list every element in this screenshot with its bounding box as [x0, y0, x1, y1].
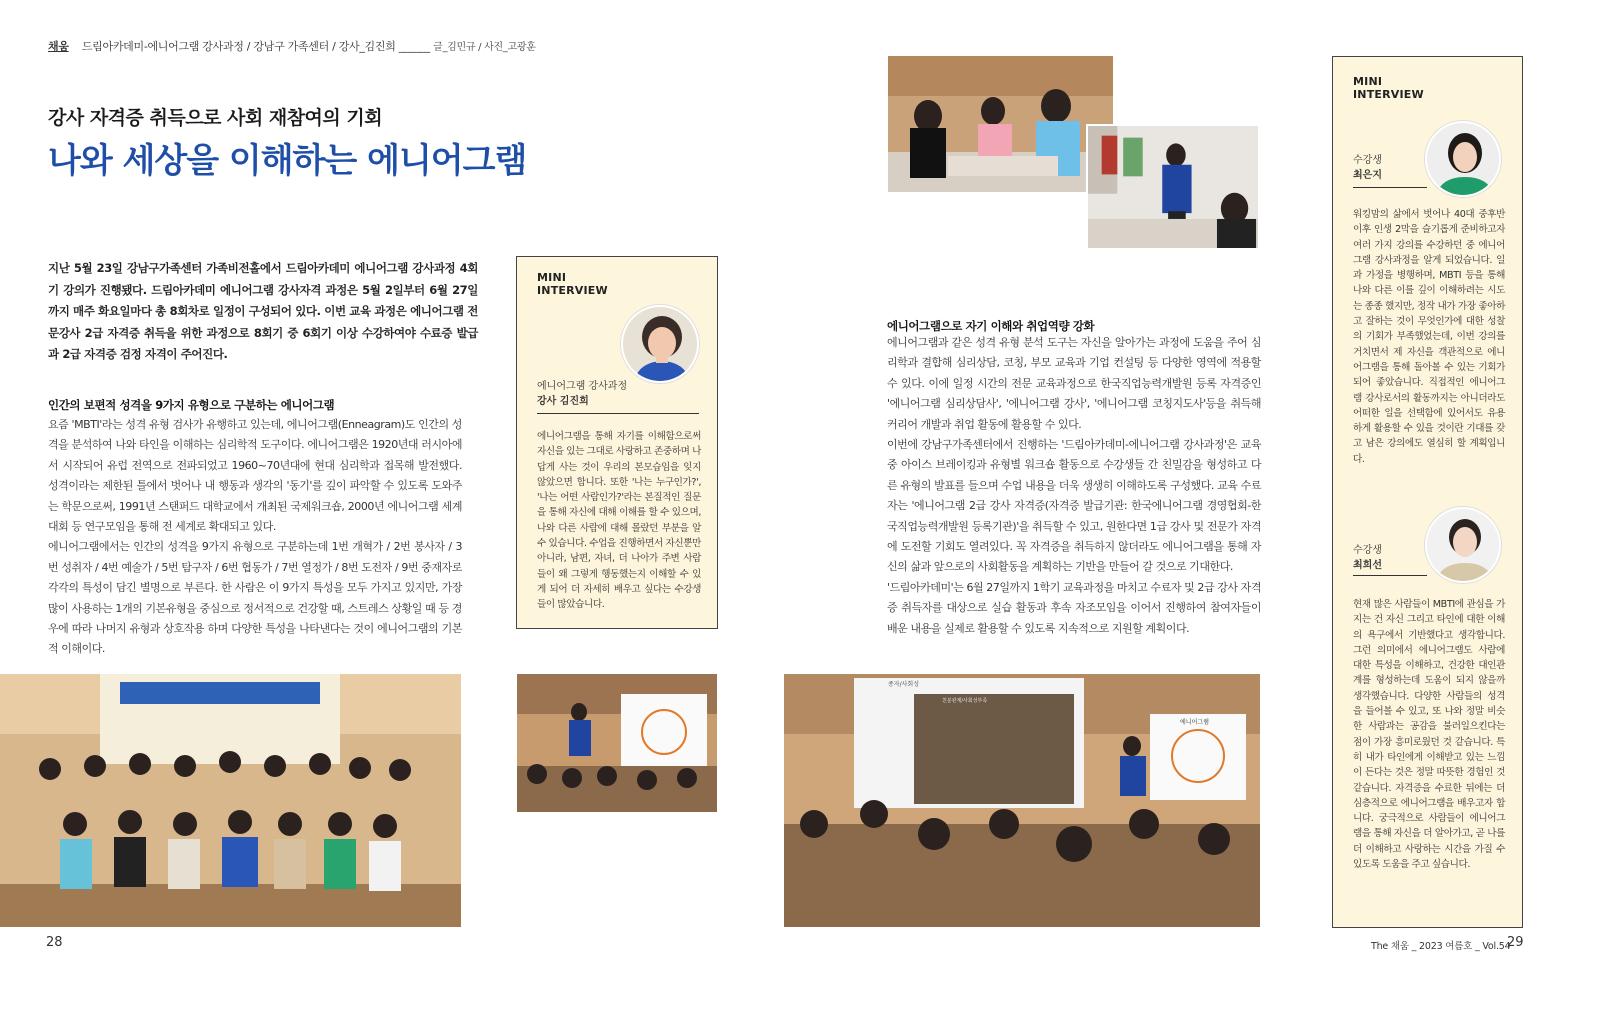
student1-photo	[1425, 121, 1501, 197]
student2-photo	[1425, 507, 1501, 583]
slide-caption: 종자/사회성	[888, 681, 920, 688]
student2-role-block	[1353, 543, 1382, 573]
student2-name: 최희선	[1353, 560, 1382, 571]
student1-role-block	[1353, 153, 1382, 183]
mini-interview-box	[516, 256, 718, 629]
student1-body: 워킹맘의 삶에서 벗어나 40대 중후반 이후 인생 2막을 슬기롭게 준비하고자 여러 가지 강의를 수강하던 중 에니어그램 강사과정을 알게 되었습니다. 일과 가정을 병행하며, MBTI 등을 통해 나와 다른 이를 깊이 이해하려는 시도는 종종 했지만, 정작 내가 가장 좋아하고 잘하는 것이 무엇인가에 대한 성찰의 기회가 부족했었는데, 이번 강의를 거치면서 제 자신을 객관적으로 에니어그램을 통해 돌아볼 수 있는 기회가 되어 좋았습니다. 직접적인 에니어그램 강사로서의 활동까지는 아니더라도 어떠한 일을 선택함에 있어서도 유용하게 활용할 수 있을 것이란 기대를 갖고 남은 강의에도 열심히 할 계획입니다.	[1353, 209, 1505, 465]
interviewee-role	[537, 379, 627, 409]
student2-body: 현재 많은 사람들이 MBTI에 관심을 가지는 건 자신 그리고 타인에 대한 이해의 욕구에서 기반했다고 생각합니다. 그런 의미에서 에니어그램도 사람에 대한 특성을 이해하고, 건강한 대인관계를 형성하는데 도움이 되지 않을까 생각했습니다. 다양한 사람들의 성격을 들어볼 수 있고, 또 나와 정말 비슷한 사람과는 공감을 불러일으킨다는 점이 가장 흥미로웠던 것 같습니다. 특히 내가 타인에게 이해받고 있는 느낌이 든다는 것은 정말 따뜻한 경험인 것 같습니다. 자격증을 수료한 뒤에는 더 심층적으로 에니어그램을 배우고자 합니다. 궁극적으로 사람들이 에니어그램을 통해 자신을 더 알아가고, 곧 나를 더 이해하고 사랑하는 시간을 가질 수 있도록 도움을 주고 싶습니다.	[1353, 599, 1505, 871]
article-lead: 지난 5월 23일 강남구가족센터 가족비전홀에서 드림아카데미 에니어그램 강사과정 4회기 강의가 진행됐다. 드림아카데미 에니어그램 강사자격 과정은 5월 2일부터 6월 27일까지 매주 화요일마다 총 8회차로 일정이 구성되어 있다. 이번 교육 과정은 에니어그램 전문강사 2급 자격증 취득을 위한 과정으로 8회기 중 6회기 이상 수강하여야 수료증 발급과 2급 자격증 검정 자격이 주어진다.	[48, 261, 478, 361]
group-photo	[0, 674, 461, 927]
divider	[1353, 187, 1427, 188]
section-label: 채움	[48, 40, 69, 53]
classroom-photo-2	[1086, 124, 1260, 250]
divider	[537, 413, 699, 414]
student2-role: 수강생	[1353, 545, 1382, 556]
section1-body	[48, 415, 462, 660]
page-number-left: 28	[46, 935, 63, 950]
lecture-photo-small	[517, 674, 717, 812]
mini-interview-label: MINI INTERVIEW	[1353, 75, 1424, 101]
interviewee-role-text: 에니어그램 강사과정	[537, 381, 628, 392]
section2-paragraph: 이번에 강남구가족센터에서 진행하는 '드림아카데미-에니어그램 강사과정'은 교육 중 아이스 브레이킹과 유형별 워크숍 활동으로 수강생들 간 친밀감을 형성하고 다른 유형의 발표를 들으며 수업 내용을 더욱 생생히 이해하도록 구성했다. 교육 수료자는 '에니어그램 2급 강사 자격증(자격증 발급기관: 한국에니어그램 경영협회-한국직업능력개발원 등록기관)'을 취득할 수 있고, 원한다면 1급 강사 및 전문가 자격에 도전할 기회도 열려있다. 꼭 자격증을 취득하지 않더라도 에니어그램을 통해 자신의 삶과 앞으로의 사회활동을 계획하는 기반을 만들어 갈 것으로 기대한다.	[887, 438, 1261, 574]
section1-paragraph: 요즘 'MBTI'라는 성격 유형 검사가 유행하고 있는데, 에니어그램(Enneagram)도 인간의 성격을 분석하여 나와 타인을 이해하는 심리학적 도구이다. 에니어그램은 1920년대 러시아에서 시작되어 유럽 전역으로 전파되었고 1960~70년대에 현대 심리학과 접목해 발전했다. 성격이라는 제한된 틀에서 벗어나 내 행동과 생각의 '동기'를 깊이 파악할 수 있도록 도와주는 학문으로써, 1991년 스탠퍼드 대학교에서 개최된 국제워크숍, 2000년 에니어그램 세계대회 등 연구모임을 통해 전 세계로 확대되고 있다.	[48, 418, 462, 534]
student1-role: 수강생	[1353, 155, 1382, 166]
slide-caption-2: 친분관계/사회성부족	[942, 698, 988, 704]
slide-diagram-title: 에니어그램	[1180, 719, 1209, 726]
student1-name: 최은지	[1353, 170, 1382, 181]
article-title: 나와 세상을 이해하는 에니어그램	[48, 141, 527, 181]
interviewee-photo	[621, 305, 699, 383]
interview-body: 에니어그램을 통해 자기를 이해함으로써 자신을 있는 그대로 사랑하고 존중하며 나답게 사는 것이 우리의 본모습임을 잊지 않았으면 합니다. 또한 '나는 누구인가?', '나는 어떤 사람인가?'라는 본질적인 질문을 통해 자신에 대해 이해를 할 수 있으며, 나와 다른 사람에 대해 몰랐던 부분을 알 수 있습니다. 수업을 진행하면서 자신뿐만 아니라, 남편, 자녀, 더 나아가 주변 사람들이 왜 그렇게 행동했는지 이해할 수 있게 되어 더 자세히 배우고 싶다는 수강생들이 많았습니다.	[537, 431, 701, 611]
section2-heading: 에니어그램으로 자기 이해와 취업역량 강화	[887, 319, 1095, 333]
credit-text: 글_김민규 / 사진_고광훈	[433, 42, 536, 53]
page-number-right: 29	[1507, 935, 1524, 950]
section1-paragraph: 에니어그램에서는 인간의 성격을 9가지 유형으로 구분하는데 1번 개혁가 / 2번 봉사자 / 3번 성취자 / 4번 예술가 / 5번 탐구자 / 6번 협동가 / 7번 열정가 / 8번 도전자 / 9번 중재자로 각각의 특성이 담긴 별명으로 부른다. 한 사람은 이 9가지 특성을 모두 가지고 있지만, 가장 많이 사용하는 1개의 기본유형을 중심으로 정서적으로 건강할 때, 스트레스 상황일 때 등 경우에 따라 나머지 유형과 상호작용 하며 다양한 특성을 나타낸다는 것이 에니어그램의 기본적 이해이다.	[48, 540, 462, 656]
section2-paragraph: 에니어그램과 같은 성격 유형 분석 도구는 자신을 알아가는 과정에 도움을 주어 심리학과 결합해 심리상담, 코칭, 부모 교육과 기업 컨설팅 등 다양한 영역에 적용할 수 있다. 이에 일정 시간의 전문 교육과정으로 한국직업능력개발원 등록 자격증인 '에니어그램 심리상담사', '에니어그램 강사', '에니어그램 코칭지도사'등을 취득해 커리어 개발과 취업 활동에 활용할 수 있다.	[887, 336, 1261, 431]
section2-paragraph: '드림아카데미'는 6월 27일까지 1학기 교육과정을 마치고 수료자 및 2급 강사 자격증 취득자를 대상으로 실습 활동과 후속 자조모임을 이어서 진행하여 참여자들이 배운 내용을 실제로 활용할 수 있도록 지속적으로 지원할 계획이다.	[887, 580, 1261, 635]
breadcrumb-text: 드림아카데미-에니어그램 강사과정 / 강남구 가족센터 / 강사_김진희 ______	[81, 40, 430, 53]
article-subtitle: 강사 자격증 취득으로 사회 재참여의 기회	[48, 107, 383, 129]
footer-issue-text: The 채움 _ 2023 여름호 _ Vol.54	[1371, 941, 1511, 952]
section1-heading: 인간의 보편적 성격을 9가지 유형으로 구분하는 에니어그램	[48, 398, 335, 412]
section2-body	[887, 333, 1261, 639]
divider	[1353, 575, 1427, 576]
mini-interview-box-right	[1332, 56, 1523, 928]
interviewee-name: 강사 김진희	[537, 396, 589, 407]
classroom-photo-1	[888, 56, 1113, 192]
mini-interview-label: MINI INTERVIEW	[537, 271, 608, 297]
lecture-photo-large	[784, 674, 1260, 927]
header-breadcrumb	[48, 38, 536, 54]
